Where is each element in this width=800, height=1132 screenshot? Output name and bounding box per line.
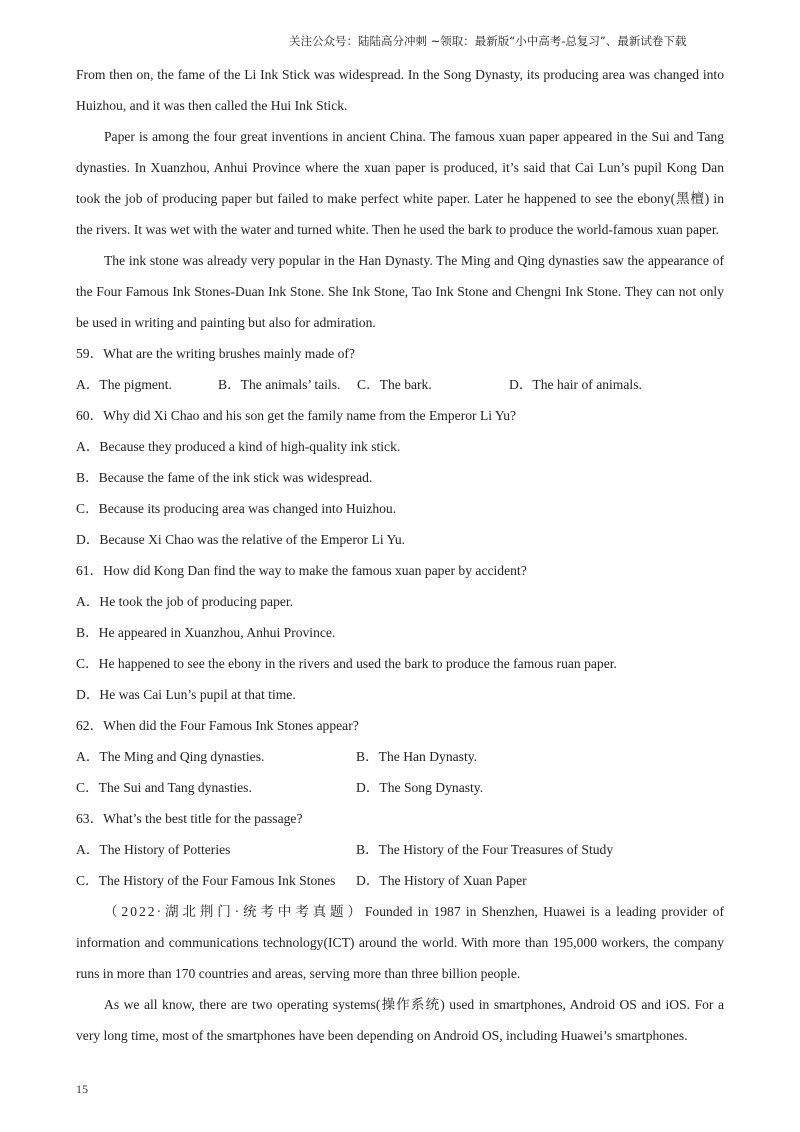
question-61-option-d: D．He was Cai Lun’s pupil at that time. — [76, 687, 296, 702]
question-63-option-d: D．The History of Xuan Paper — [356, 873, 527, 888]
next-passage-paragraph-2: As we all know, there are two operating systems(操作系统) used in smartphones, Android OS and iOS. For a very long time, most of the smartphones have been depending on Android OS, including Huawei’s smartphones. — [76, 997, 724, 1043]
question-59-option-b: B．The animals’ tails. — [218, 377, 341, 392]
page-number: 15 — [76, 1082, 88, 1096]
question-61-option-c: C．He happened to see the ebony in the rivers and used the bark to produce the famous ruan paper. — [76, 656, 617, 671]
question-59-option-c: C．The bark. — [357, 377, 432, 392]
question-63-option-c: C．The History of the Four Famous Ink Stones — [76, 873, 336, 888]
question-62-option-b: B．The Han Dynasty. — [356, 749, 478, 764]
question-62-stem: 62．When did the Four Famous Ink Stones appear? — [76, 718, 359, 733]
question-60-option-d: D．Because Xi Chao was the relative of the Emperor Li Yu. — [76, 532, 406, 547]
question-59-option-d: D．The hair of animals. — [509, 377, 642, 392]
question-59-option-a: A．The pigment. — [76, 377, 172, 392]
next-passage-paragraph-1-text: Founded in 1987 in Shenzhen, Huawei is a leading provider of information and communications technology(ICT) around the world. With more than 195,000 workers, the company runs in more than 170 countries and areas, serving more than three billion people. — [76, 904, 724, 981]
question-63-option-b: B．The History of the Four Treasures of Study — [356, 842, 614, 857]
question-62-option-a: A．The Ming and Qing dynasties. — [76, 749, 265, 764]
question-61-stem: 61．How did Kong Dan find the way to make the famous xuan paper by accident? — [76, 563, 527, 578]
question-60-option-b: B．Because the fame of the ink stick was widespread. — [76, 470, 373, 485]
passage-paragraph-3: The ink stone was already very popular in the Han Dynasty. The Ming and Qing dynasties saw the appearance of the Four Famous Ink Stones-Duan Ink Stone. She Ink Stone, Tao Ink Stone and Chengni Ink Stone. They can not only be used in writing and painting but also for admiration. — [76, 253, 724, 330]
question-63-options-row-1 — [76, 834, 724, 865]
question-60-option-a: A．Because they produced a kind of high-quality ink stick. — [76, 439, 401, 454]
question-60-option-c: C．Because its producing area was changed into Huizhou. — [76, 501, 397, 516]
question-62-option-c: C．The Sui and Tang dynasties. — [76, 780, 252, 795]
page-header: 关注公众号：陆陆高分冲刺 ~领取：最新版“小中高考-总复习”、最新试卷下载 — [289, 34, 687, 48]
passage-source: （2022·湖北荆门·统考中考真题） — [104, 904, 365, 919]
next-passage-paragraph-1 — [76, 896, 724, 989]
question-60-stem: 60．Why did Xi Chao and his son get the family name from the Emperor Li Yu? — [76, 408, 517, 423]
question-61-option-b: B．He appeared in Xuanzhou, Anhui Province. — [76, 625, 336, 640]
question-62-option-d: D．The Song Dynasty. — [356, 780, 484, 795]
question-62-options-row-2 — [76, 772, 724, 803]
document-body — [76, 59, 724, 1051]
question-61-option-a: A．He took the job of producing paper. — [76, 594, 294, 609]
question-59-options — [76, 369, 724, 400]
question-59-stem: 59．What are the writing brushes mainly made of? — [76, 346, 355, 361]
question-62-options-row-1 — [76, 741, 724, 772]
passage-paragraph-1: From then on, the fame of the Li Ink Stick was widespread. In the Song Dynasty, its producing area was changed into Huizhou, and it was then called the Hui Ink Stick. — [76, 67, 724, 113]
question-63-options-row-2 — [76, 865, 724, 896]
question-63-stem: 63．What’s the best title for the passage? — [76, 811, 303, 826]
passage-paragraph-2: Paper is among the four great inventions in ancient China. The famous xuan paper appeared in the Sui and Tang dynasties. In Xuanzhou, Anhui Province where the xuan paper is produced, it’s said that Cai Lun’s pupil Kong Dan took the job of producing paper but failed to make perfect white paper. Later he happened to see the ebony(黑檀) in the rivers. It was wet with the water and turned white. Then he used the bark to produce the world-famous xuan paper. — [76, 129, 724, 237]
question-63-option-a: A．The History of Potteries — [76, 842, 231, 857]
